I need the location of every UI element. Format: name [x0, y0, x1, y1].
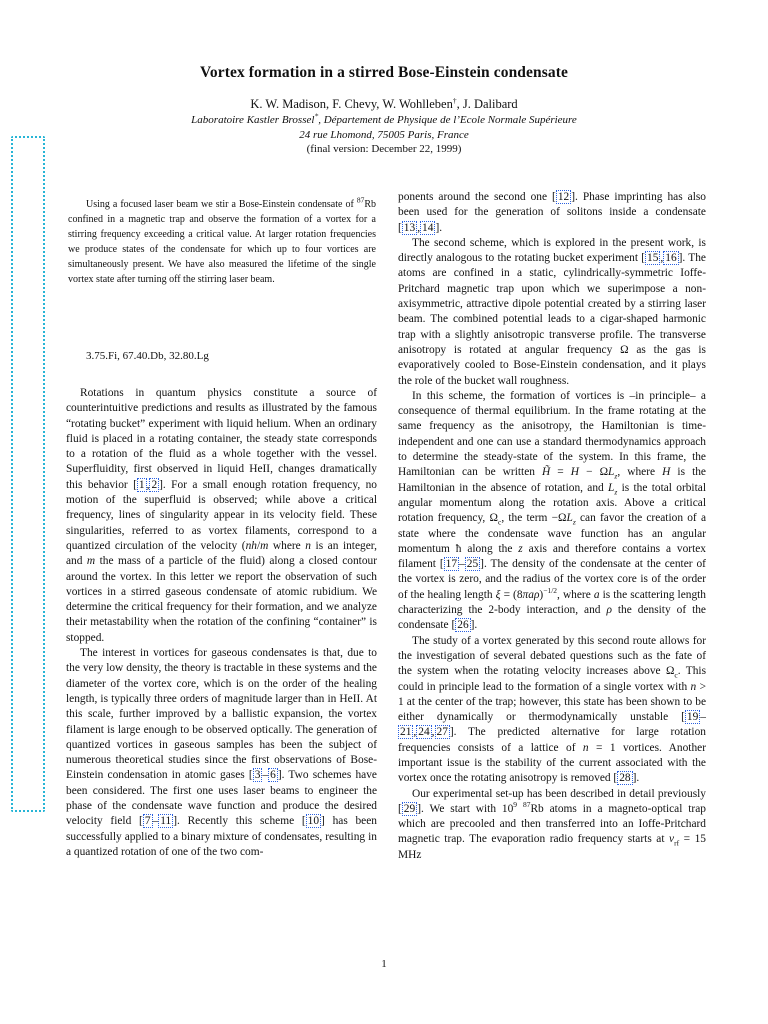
- citation-link[interactable]: 24: [418, 726, 430, 739]
- citation-link[interactable]: 10: [307, 815, 320, 828]
- affiliation: [0, 113, 768, 143]
- citation-link[interactable]: 28: [619, 772, 631, 785]
- page-number: 1: [381, 958, 387, 970]
- citation-link[interactable]: 14: [422, 221, 434, 234]
- citation-link[interactable]: 29: [403, 802, 416, 815]
- paragraph-interest: The interest in vortices for gaseous condensates is that, due to the very low density, the theory is tractable in these systems and the diameter of the vortex core, which is on the order of the healing length, is typically three orders of magnitude larger than in HeII. At this scale, further improved by a ballistic expansion, the vortex filament is large enough to be observed optically. The generation of quantized vortices in gaseous samples has been the subject of numerous theoretical studies since the first observations of Bose-Einstein condensation in atomic gases [ 3 – 6 ]. Two schemes have been considered. The first one uses laser beams to engineer the phase of the condensate wave function and produce the desired velocity field [ 7 – 11 ]. Recently this scheme [ 10 ] has been successfully applied to a binary mixture of condensates, resulting in a quantized rotation of one of the two com-: [66, 647, 377, 858]
- citation-link[interactable]: 15: [647, 252, 659, 265]
- citation-link[interactable]: 21: [400, 726, 412, 739]
- pacs-numbers: 3.75.Fi, 67.40.Db, 32.80.Lg: [86, 350, 209, 362]
- affiliation-line-1: Laboratoire Kastler Brossel*, Département de Physique de l’Ecole Normale Supérieure: [191, 111, 577, 126]
- arxiv-identifier-link[interactable]: [11, 136, 45, 812]
- right-column: [398, 190, 706, 863]
- citation-link[interactable]: 16: [665, 252, 677, 265]
- citation-link[interactable]: 1: [138, 478, 145, 491]
- citation-link[interactable]: 12: [557, 191, 570, 203]
- citation-link[interactable]: 27: [436, 726, 448, 739]
- citation-link[interactable]: 11: [160, 815, 172, 828]
- paper-title: Vortex formation in a stirred Bose-Einstein condensate: [200, 64, 568, 81]
- citation-link[interactable]: 2: [151, 478, 158, 491]
- left-column: [66, 386, 377, 860]
- author-list: K. W. Madison, F. Chevy, W. Wohlleben†, J. Dalibard: [250, 95, 518, 111]
- citation-link[interactable]: 17: [445, 558, 458, 571]
- citation-link[interactable]: 3: [254, 769, 261, 782]
- citation-link[interactable]: 26: [457, 619, 469, 632]
- citation-link[interactable]: 6: [270, 769, 276, 782]
- paragraph-second-scheme: The second scheme, which is explored in the present work, is directly analogous to the rotating bucket experiment [ 15 , 16 ]. The atoms are confined in a static, cylindrically-symmetric Ioffe-Pritchard magnetic trap upon which we superimpose a non-axisymmetric, attractive dipole potential created by a stirring laser beam. The combined potential leads to a cigar-shaped harmonic trap with a slightly anisotropic transverse profile. The transverse anisotropy is rotated at angular frequency Ω as the gas is evaporatively cooled to Bose-Einstein condensation, and it plays the role of the bucket wall roughness.: [398, 236, 706, 387]
- paragraph-vortex-study: The study of a vortex generated by this second route allows for the investigation of several debated questions such as the fate of the system when the rotating velocity increases above $\Omega_c$. This could in principle lead to the formation of a single vortex with n > 1 at the center of the trap; however, this state has been shown to be either dynamically or thermodynamically unstable [ 19 –21 , 24 , 27 ]. The predicted alternative for large rotation frequencies consists of a lattice of n = 1 vortices. Another important issue is the stability of the current associated with the vortex once the rotating anisotropy is removed [ 28 ].: [398, 634, 707, 785]
- citation-link[interactable]: 13: [403, 221, 416, 234]
- paragraph-experimental-setup: Our experimental set-up has been described in detail previously [ 29 ]. We start with $10^9$ $^{87}$Rb atoms in a magneto-optical trap which are precooled and then transferred into an Ioffe-Pritchard magnetic trap. The evaporation radio frequency starts at $\nu_{rf} = 15$ MHz: [398, 787, 706, 861]
- paragraph-thermal-equilibrium: In this scheme, the formation of vortices is –in principle– a consequence of thermal equilibrium. In the frame rotating at the same frequency as the anisotropy, the Hamiltonian is time-independent and one can use a standard thermodynamics approach to determine the steady-state of the system. In this frame, the Hamiltonian can be written H̃ = $H - \Omega L_z$, where H is the Hamiltonian in the absence of rotation, and $L_z$ is the total orbital angular momentum along the rotation axis. Above a critical rotation frequency, $\Omega_c$, the term $-\Omega L_z$ can favor the creation of a state where the condensate wave function has an angular momentum ħ along the z axis and therefore contains a vortex filament [ 17 – 25 ]. The density of the condensate at the center of the vortex is zero, and the radius of the vortex core is of the order of the healing length $\xi = (8\pi a\rho)^{-1/2}$, where a is the scattering length characterizing the 2-body interaction, and ρ the density of the condensate [ 26 ].: [398, 389, 707, 632]
- affiliation-line-2: 24 rue Lhomond, 75005 Paris, France: [299, 129, 469, 141]
- paragraph-continuation: ponents around the second one [ 12 ]. Phase imprinting has also been used for the generation of solitons inside a condensate [ 13 , 14 ].: [398, 191, 707, 234]
- paragraph-rotations: Rotations in quantum physics constitute a source of counterintuitive predictions and results as illustrated by the famous “rotating bucket” experiment with liquid helium. When an ordinary fluid is placed in a rotating container, the steady state corresponds to a rotation of the fluid as a whole together with the vessel. Superfluidity, first observed in liquid HeII, changes dramatically this behavior [ 1 , 2 ]. For a small enough rotation frequency, no motion of the superfluid is observed; while above a critical frequency, lines of singularity appear in its velocity field. These singularities, referred to as vortex filaments, correspond to a quantized circulation of the velocity (nh/m where n is an integer, and m the mass of a particle of the fluid) along a closed contour around the vortex. In this letter we report the observation of such vortices in a stirred gaseous condensate of atomic rubidium. We determine the critical frequency for their formation, and we analyze their metastability when the rotation of the confining “container” is stopped.: [66, 387, 377, 644]
- citation-link[interactable]: 25: [466, 558, 479, 571]
- version-date: (final version: December 22, 1999): [306, 143, 462, 155]
- citation-link[interactable]: 19: [686, 711, 699, 724]
- citation-link[interactable]: 7: [144, 815, 151, 828]
- abstract: Using a focused laser beam we stir a Bose-Einstein condensate of $^{87}$Rb confined in a magnetic trap and observe the formation of a vortex for a stirring frequency exceeding a critical value. At larger rotation frequencies we produce states of the condensate for which up to four vortices are simultaneously present. We have also measured the lifetime of the single vortex state after turning off the stirring laser beam.: [68, 195, 376, 285]
